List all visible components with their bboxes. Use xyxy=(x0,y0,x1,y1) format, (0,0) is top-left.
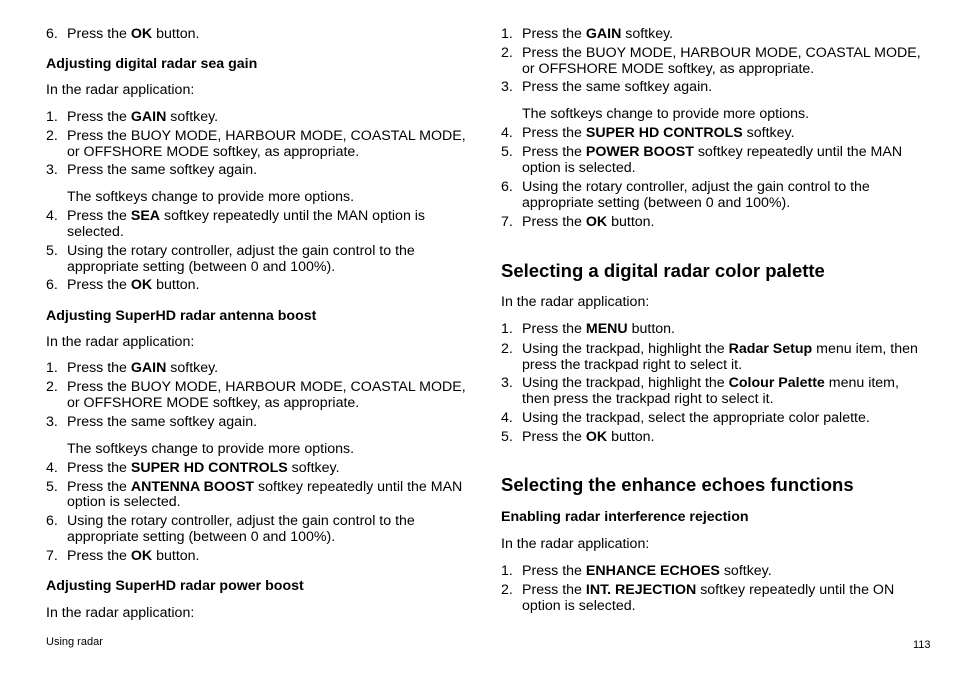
note-text: The softkeys change to provide more options. xyxy=(67,441,355,457)
section-subheading: Adjusting digital radar sea gain xyxy=(46,56,258,72)
footer-section-label: Using radar xyxy=(46,636,103,648)
section-heading: Selecting a digital radar color palette xyxy=(501,260,825,281)
list-item-continuation: then press the trackpad right to select it. xyxy=(522,391,774,407)
note-text: The softkeys change to provide more options. xyxy=(522,106,810,122)
intro-text: In the radar application: xyxy=(46,605,195,621)
page-number: 113 xyxy=(913,639,931,651)
list-item-continuation: or OFFSHORE MODE softkey, as appropriate. xyxy=(522,61,815,77)
section-heading: Selecting the enhance echoes functions xyxy=(501,474,854,495)
intro-text: In the radar application: xyxy=(501,536,650,552)
section-subheading: Adjusting SuperHD radar power boost xyxy=(46,578,304,594)
list-item-continuation: option is selected. xyxy=(67,494,181,510)
list-item-continuation: option is selected. xyxy=(522,160,636,176)
note-text: The softkeys change to provide more options. xyxy=(67,189,355,205)
list-item-continuation: option is selected. xyxy=(522,598,636,614)
list-item-continuation: or OFFSHORE MODE softkey, as appropriate. xyxy=(67,395,360,411)
intro-text: In the radar application: xyxy=(46,82,195,98)
section-subheading: Enabling radar interference rejection xyxy=(501,509,749,525)
section-subheading: Adjusting SuperHD radar antenna boost xyxy=(46,308,317,324)
list-item-continuation: appropriate setting (between 0 and 100%). xyxy=(67,259,336,275)
intro-text: In the radar application: xyxy=(46,334,195,350)
list-item-continuation: appropriate setting (between 0 and 100%). xyxy=(522,195,791,211)
list-item-continuation: or OFFSHORE MODE softkey, as appropriate. xyxy=(67,144,360,160)
list-item-continuation: appropriate setting (between 0 and 100%). xyxy=(67,529,336,545)
list-item-continuation: press the trackpad right to select it. xyxy=(522,357,743,373)
list-item-continuation: selected. xyxy=(67,224,124,240)
intro-text: In the radar application: xyxy=(501,294,650,310)
